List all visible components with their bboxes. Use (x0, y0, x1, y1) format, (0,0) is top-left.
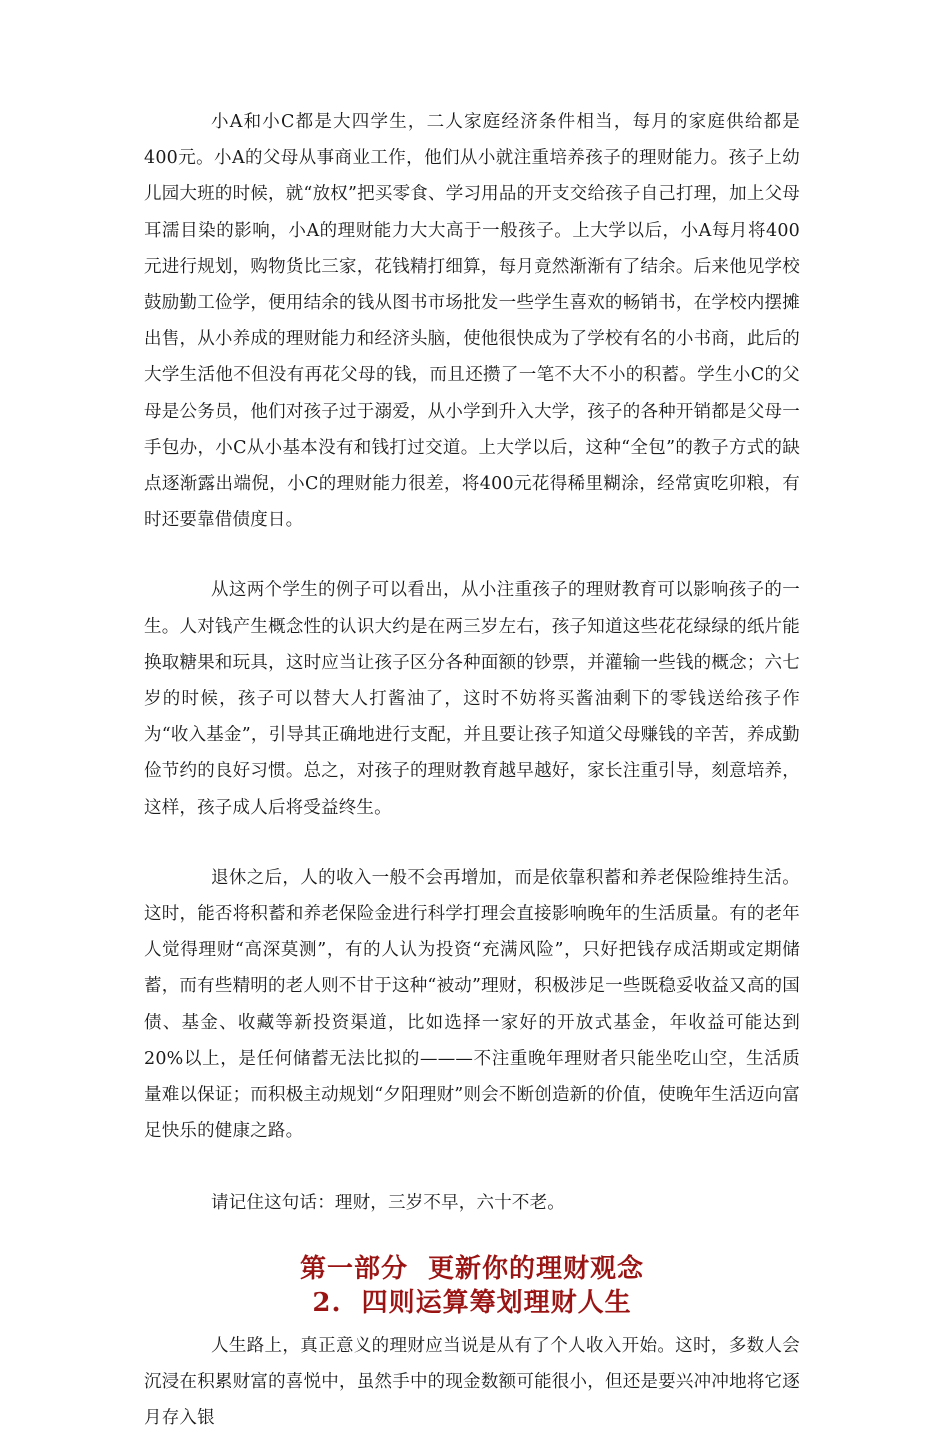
paragraph-student-example: 小A和小C都是大四学生，二人家庭经济条件相当，每月的家庭供给都是400元。小A的父母从事商业工作，他们从小就注重培养孩子的理财能力。孩子上幼儿园大班的时候，就“放权”把买零食、学习用品的开支交给孩子自己打理，加上父母耳濡目染的影响，小A的理财能力大大高于一般孩子。上大学以后，小A每月将400元进行规划，购物货比三家，花钱精打细算，每月竟然渐渐有了结余。后来他见学校鼓励勤工俭学，便用结余的钱从图书市场批发一些学生喜欢的畅销书，在学校内摆摊出售，从小养成的理财能力和经济头脑，使他很快成为了学校有名的小书商，此后的大学生活他不但没有再花父母的钱，而且还攒了一笔不大不小的积蓄。学生小C的父母是公务员，他们对孩子过于溺爱，从小学到升入大学，孩子的各种开销都是父母一手包办，小C从小基本没有和钱打过交道。上大学以后，这种“全包”的教子方式的缺点逐渐露出端倪，小C的理财能力很差，将400元花得稀里糊涂，经常寅吃卯粮，有时还要靠借债度日。 (144, 112, 800, 531)
paragraph-childhood-education: 从这两个学生的例子可以看出，从小注重孩子的理财教育可以影响孩子的一生。人对钱产生概念性的认识大约是在两三岁左右，孩子知道这些花花绿绿的纸片能换取糖果和玩具，这时应当让孩子区分各种面额的钞票，并灌输一些钱的概念；六七岁的时候，孩子可以替大人打酱油了，这时不妨将买酱油剩下的零钱送给孩子作为“收入基金”，引导其正确地进行支配，并且要让孩子知道父母赚钱的辛苦，养成勤俭节约的良好习惯。总之，对孩子的理财教育越早越好，家长注重引导，刻意培养，这样，孩子成人后将受益终生。 (144, 580, 800, 818)
paragraph-retirement: 退休之后，人的收入一般不会再增加，而是依靠积蓄和养老保险维持生活。这时，能否将积蓄和养老保险金进行科学打理会直接影响晚年的生活质量。有的老年人觉得理财“高深莫测”，有的人认为投资“充满风险”，只好把钱存成活期或定期储蓄，而有些精明的老人则不甘于这种“被动”理财，积极涉足一些既稳妥收益又高的国债、基金、收藏等新投资渠道，比如选择一家好的开放式基金，年收益可能达到20%以上，是任何储蓄无法比拟的———不注重晚年理财者只能坐吃山空，生活质量难以保证；而积极主动规划“夕阳理财”则会不断创造新的价值，使晚年生活迈向富足快乐的健康之路。 (144, 867, 800, 1142)
section-heading (144, 1252, 800, 1320)
paragraph-income-start: 人生路上，真正意义的理财应当说是从有了个人收入开始。这时，多数人会沉浸在积累财富的喜悦中，虽然手中的现金数额可能很小，但还是要兴冲冲地将它逐月存入银 (144, 1335, 800, 1429)
paragraph-spacer (144, 1149, 800, 1185)
paragraph-spacer (144, 538, 800, 572)
paragraph-spacer (144, 826, 800, 860)
section-title: 2. 四则运算筹划理财人生 (312, 1287, 632, 1318)
paragraph-motto: 请记住这句话：理财，三岁不早，六十不老。 (211, 1193, 565, 1214)
document-page (144, 104, 800, 1436)
part-title: 第一部分 更新你的理财观念 (299, 1253, 645, 1284)
